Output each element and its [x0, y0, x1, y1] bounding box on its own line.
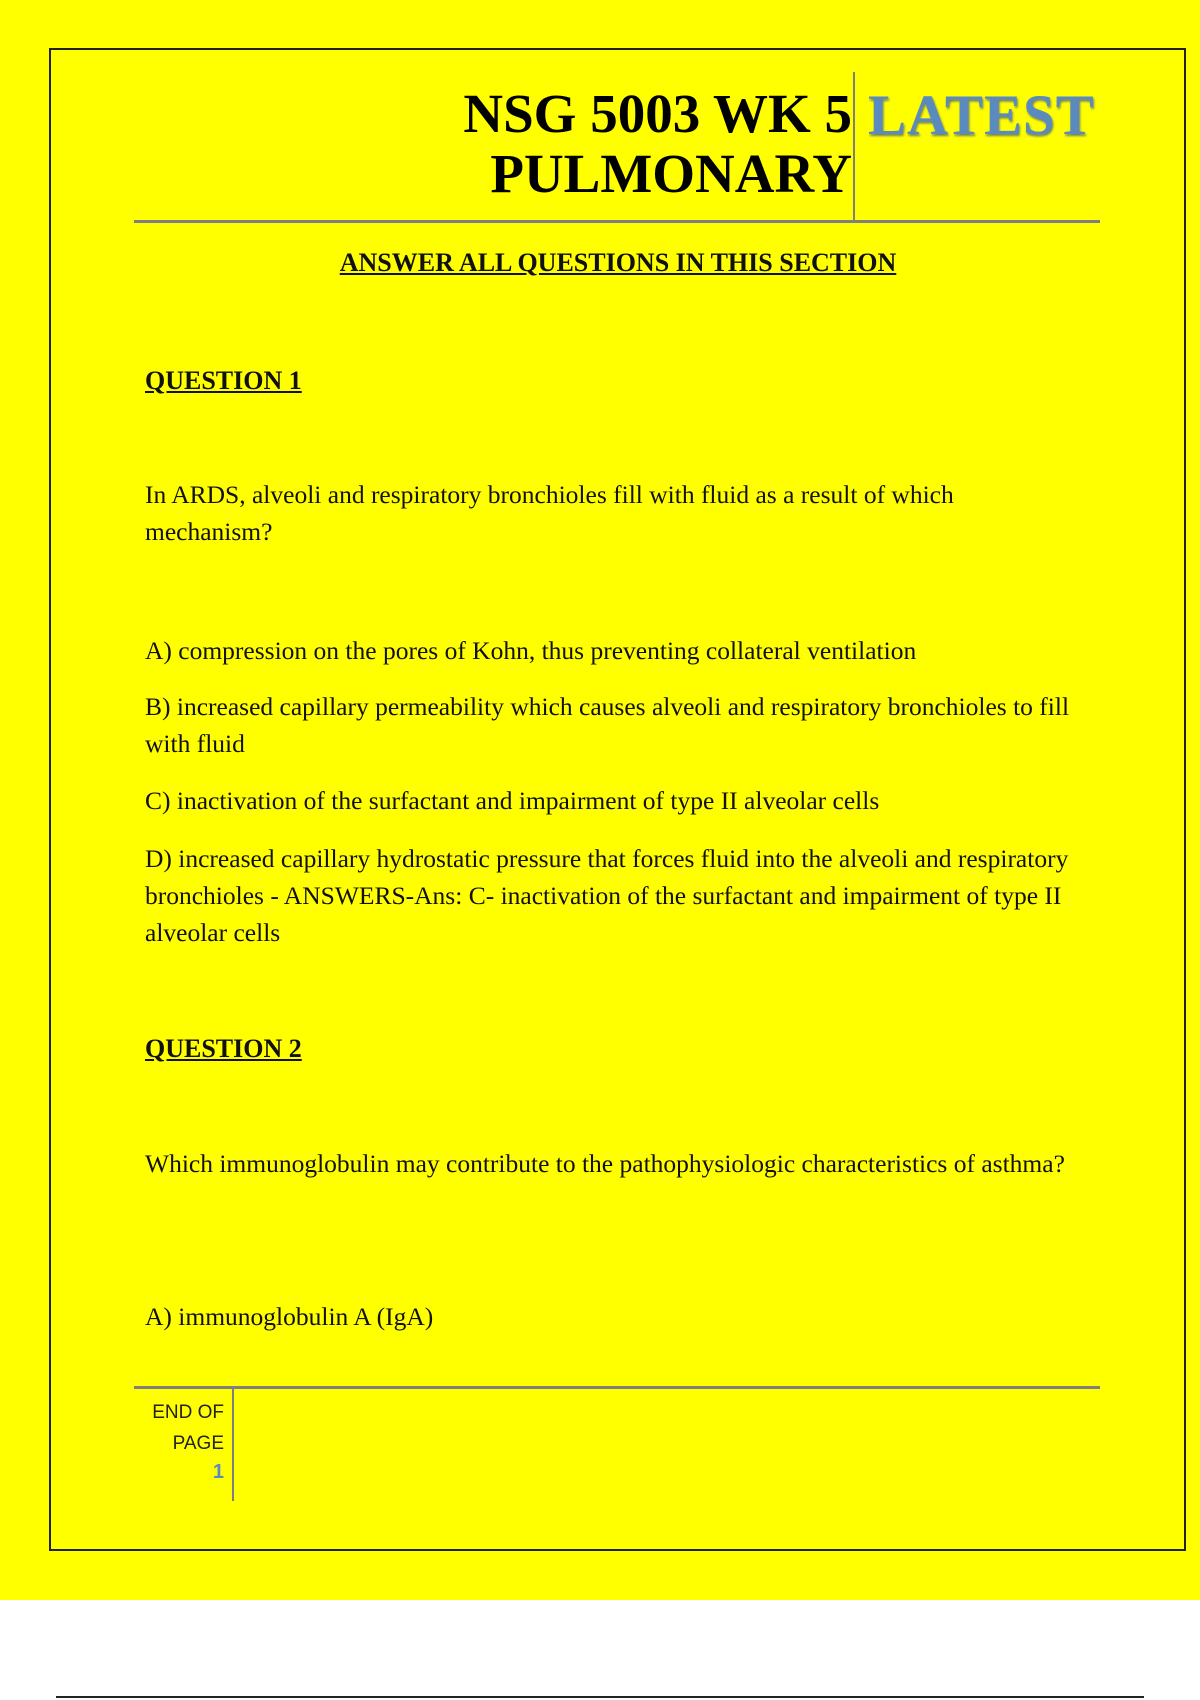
question-1-heading: QUESTION 1 [145, 366, 302, 395]
question-1-option-c: C) inactivation of the surfactant and impairment of type II alveolar cells [145, 786, 880, 815]
question-1-stem: In ARDS, alveoli and respiratory bronchioles fill with fluid as a result of which mechanism? [145, 480, 954, 546]
question-2-option-a: A) immunoglobulin A (IgA) [145, 1302, 434, 1331]
question-2-stem: Which immunoglobulin may contribute to the pathophysiologic characteristics of asthma? [145, 1149, 1065, 1178]
document-header [134, 72, 1100, 223]
header-divider [853, 72, 855, 220]
section-instruction: ANSWER ALL QUESTIONS IN THIS SECTION [339, 248, 897, 277]
question-1-option-a: A) compression on the pores of Kohn, thus preventing collateral ventilation [145, 636, 917, 665]
question-1-option-b: B) increased capillary permeability which causes alveoli and respiratory bronchioles to fill with fluid [145, 692, 1070, 758]
footer-label-line-2: PAGE [172, 1433, 224, 1454]
title-line-2: PULMONARY [490, 143, 852, 204]
document-title [463, 84, 852, 204]
footer-divider [232, 1389, 234, 1501]
title-line-1: NSG 5003 WK 5 [463, 83, 852, 144]
latest-badge: LATEST [868, 84, 1095, 147]
page-footer [134, 1386, 1100, 1501]
footer-label [134, 1397, 224, 1459]
question-2-heading: QUESTION 2 [145, 1034, 302, 1063]
next-page-edge-rule [56, 1696, 1144, 1698]
footer-label-line-1: END OF [152, 1402, 224, 1423]
footer-page-number: 1 [212, 1461, 224, 1483]
question-1-option-d: D) increased capillary hydrostatic pressure that forces fluid into the alveoli and respiratory bronchioles - ANSWERS-Ans: C- inactivation of the surfactant and impairment of type II alveolar cells [145, 844, 1069, 947]
